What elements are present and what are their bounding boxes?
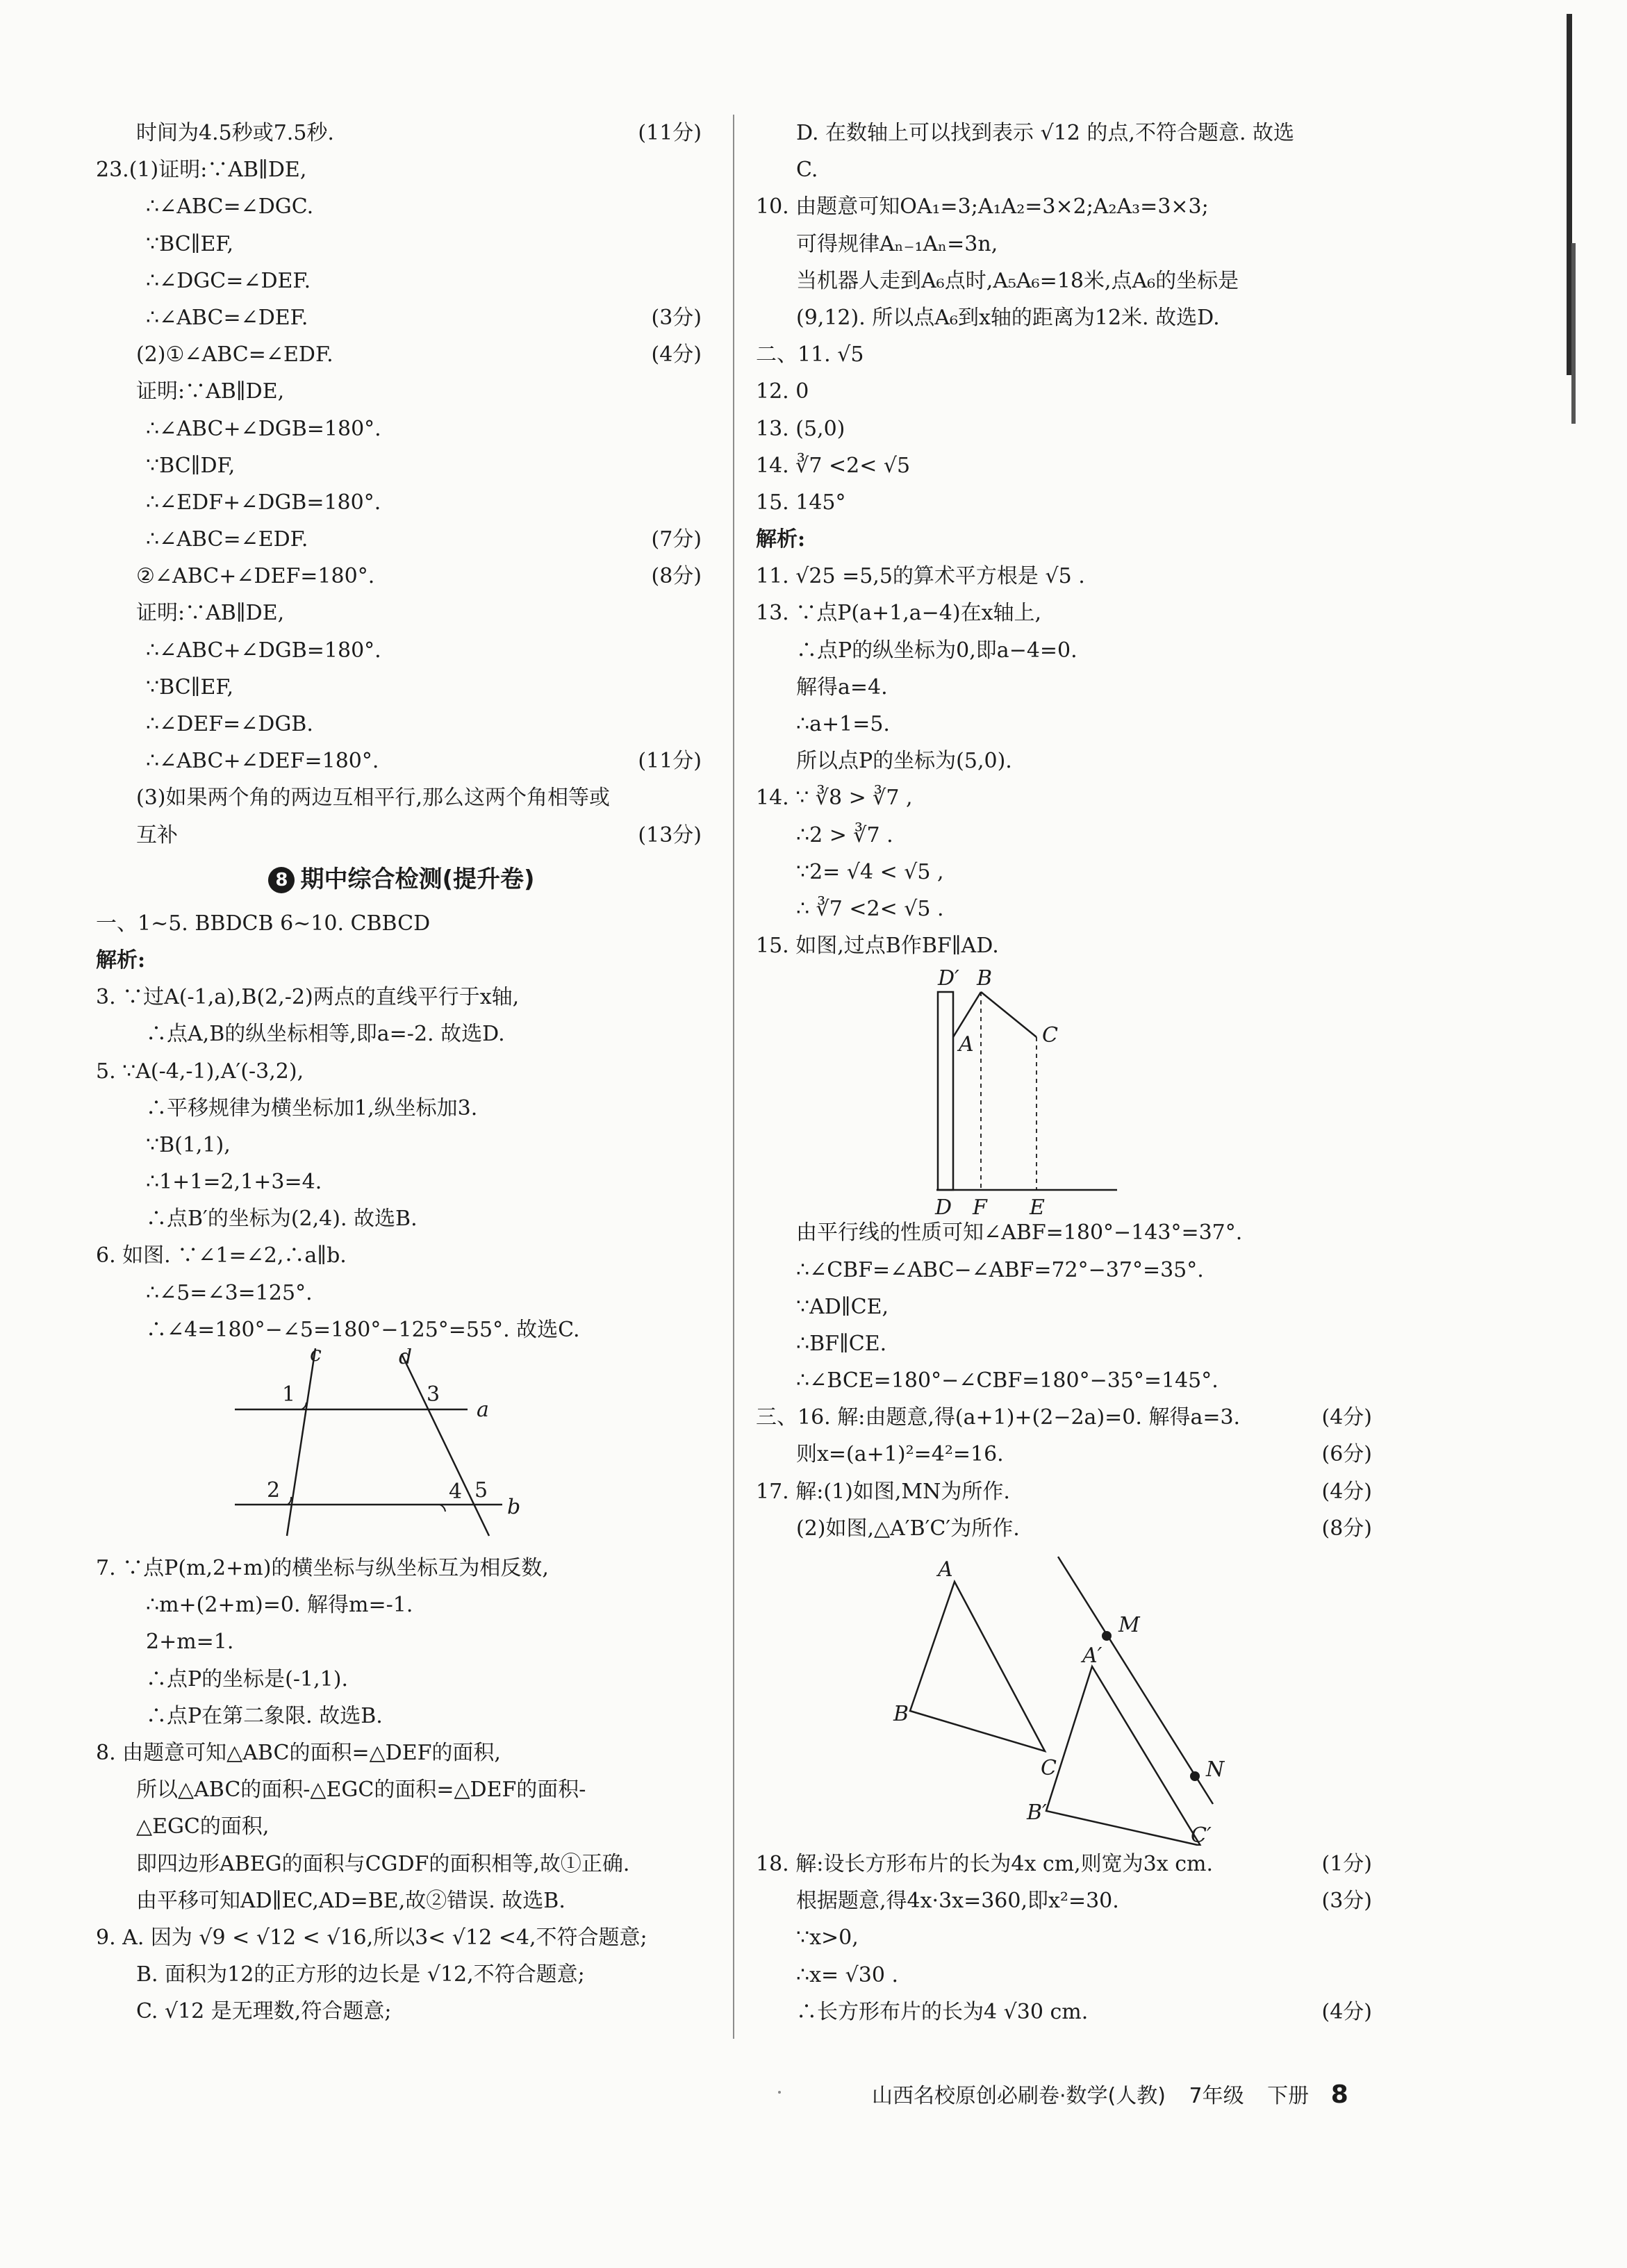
solution-line [756,151,1378,188]
score-points: (4分) [1321,1999,1372,2024]
score-points: (3分) [651,305,702,330]
footer-grade: 7年级 [1189,2084,1244,2108]
line-text: 根据题意,得4x·3x=360,即x²=30. [796,1889,1119,1914]
solution-line [756,263,1378,299]
line-text: ∴∠4=180°−∠5=180°−125°=55°. 故选C. [146,1317,580,1342]
solution-line [756,706,1378,743]
line-mn [1058,1557,1213,1804]
line-text: 解得a=4. [796,674,888,700]
page-number: 8 [1330,2080,1348,2109]
solution-line [96,669,707,706]
solution-line [756,521,1378,558]
solution-line [756,1252,1378,1289]
figure-triangles [756,1547,1378,1846]
line-text: 当机器人走到A₆点时,A₅A₆=18米,点A₆的坐标是 [796,268,1239,293]
solution-line [756,1882,1378,1919]
line-text: ∴平移规律为横坐标加1,纵坐标加3. [146,1095,478,1120]
pillar-ad [938,992,953,1190]
solution-line [96,411,707,447]
solution-line [756,1214,1378,1251]
figure-parallel-lines [96,1348,707,1550]
figure-bridge [756,964,1378,1214]
solution-line [96,1090,707,1127]
solution-line [96,1016,707,1052]
solution-line [756,115,1378,151]
line-text: ∴∠ABC+∠DGB=180°. [146,638,381,663]
solution-line [96,263,707,299]
line-text: ∵BC∥EF, [146,231,234,256]
solution-line [96,151,707,188]
line-text: ∴∠EDF+∠DGB=180°. [146,490,381,515]
point-m [1102,1631,1112,1641]
line-c [287,1348,315,1536]
solution-line [96,706,707,743]
scan-edge-mark [1571,243,1576,424]
solution-line [756,226,1378,263]
solution-line [756,891,1378,927]
section-number-badge: 8 [268,867,295,893]
section-title-text: 期中综合检测(提升卷) [300,865,535,893]
solution-line [96,1771,707,1808]
solution-line [96,1311,707,1348]
line-text: ∴点P的纵坐标为0,即a−4=0. [796,638,1077,663]
column-divider [733,115,734,2039]
section-title [96,854,707,905]
line-text: 互补 [136,822,178,847]
label-c: C [1042,1023,1058,1048]
solution-line [96,1164,707,1200]
solution-line [756,1846,1378,1882]
solution-line [96,115,707,151]
line-text: 10. 由题意可知OA₁=3;A₁A₂=3×2;A₂A₃=3×3; [756,194,1209,220]
score-points: (3分) [1321,1889,1372,1914]
line-text: C. [796,158,818,183]
line-text: ∴点B′的坐标为(2,4). 故选B. [146,1207,418,1232]
solution-line [96,1846,707,1882]
label-d: d [399,1348,413,1369]
score-points: (4分) [1321,1479,1372,1504]
solution-line [96,905,707,942]
segment-ab [953,992,981,1037]
solution-line [96,373,707,410]
label-b: b [507,1495,521,1519]
solution-line [96,1993,707,2030]
line-text: 7. ∵点P(m,2+m)的横坐标与纵坐标互为相反数, [96,1556,549,1580]
solution-line [96,1237,707,1274]
triangle-abc [910,1582,1045,1751]
solution-line [756,1919,1378,1956]
score-points: (6分) [1321,1442,1372,1467]
line-text: ∴∠CBF=∠ABC−∠ABF=72°−37°=35°. [796,1257,1204,1282]
solution-line [96,336,707,373]
label-a: A [938,1557,953,1582]
label-a: a [477,1398,489,1422]
solution-line [96,1919,707,1956]
line-text: 12. 0 [756,379,809,404]
score-points: (8分) [1321,1516,1372,1541]
line-text: 由平行线的性质可知∠ABF=180°−143°=37°. [796,1220,1243,1245]
line-text: ∴1+1=2,1+3=4. [146,1170,322,1195]
label-angle-5: 5 [474,1478,488,1503]
line-text: (2)如图,△A′B′C′为所作. [796,1516,1020,1541]
label-d: D [935,1195,952,1215]
solution-line [756,927,1378,964]
solution-line [96,632,707,669]
solution-line [756,299,1378,336]
solution-line [756,188,1378,225]
line-text: 一、1~5. BBDCB 6~10. CBBCD [96,911,431,936]
label-f: F [973,1195,987,1215]
solution-line [756,1362,1378,1399]
line-text: ∵BC∥DF, [146,453,236,478]
line-text: ∵AD∥CE, [796,1294,889,1319]
label-m: M [1118,1613,1140,1637]
label-angle-2: 2 [267,1478,281,1503]
line-text: ∴长方形布片的长为4 √30 cm. [796,1999,1089,2024]
solution-line [96,779,707,816]
line-text: (9,12). 所以点A₆到x轴的距离为12米. 故选D. [796,305,1220,330]
line-text: 15. 如图,过点B作BF∥AD. [756,934,999,959]
solution-line [96,595,707,631]
solution-line [96,1587,707,1623]
triangles-svg [756,1547,1378,1846]
score-points: (4分) [1321,1405,1372,1430]
solution-line [96,1550,707,1587]
line-text: 11. √25 =5,5的算术平方根是 √5 . [756,564,1085,589]
segment-bc [981,992,1037,1037]
solution-line [96,1200,707,1237]
line-text: 13. (5,0) [756,416,845,441]
solution-line [96,979,707,1016]
solution-line [96,1698,707,1735]
label-angle-1: 1 [282,1382,296,1407]
line-text: △EGC的面积, [136,1814,270,1839]
score-points: (4分) [651,342,702,367]
solution-line [96,942,707,979]
score-points: (11分) [638,749,702,774]
solution-line [756,1473,1378,1510]
line-text: ∴m+(2+m)=0. 解得m=-1. [146,1593,413,1618]
label-n: N [1206,1757,1225,1782]
line-text: 14. ∛7 <2< √5 [756,453,911,478]
score-points: (11分) [638,121,702,145]
score-points: (7分) [651,527,702,552]
line-text: 证明:∵AB∥DE, [136,379,285,404]
line-text: 证明:∵AB∥DE, [136,601,285,626]
line-text: ∴∠ABC=∠EDF. [146,527,308,552]
label-c: C [1041,1756,1057,1780]
line-text: 时间为4.5秒或7.5秒. [136,121,334,145]
solution-line [756,1325,1378,1362]
solution-line [756,632,1378,669]
line-text: 14. ∵ ∛8 > ∛7 , [756,786,913,811]
solution-line [96,1053,707,1090]
score-points: (1分) [1321,1852,1372,1876]
line-text: ∴∠ABC=∠DEF. [146,305,308,330]
solution-line [96,1735,707,1771]
solution-line [96,1956,707,1993]
solution-line [96,817,707,854]
solution-line [96,188,707,225]
line-text: ∴∠BCE=180°−∠CBF=180°−35°=145°. [796,1368,1219,1393]
line-text: ∴2 > ∛7 . [796,822,893,847]
line-text: (2)①∠ABC=∠EDF. [136,342,333,367]
label-a-prime: A′ [1082,1644,1102,1668]
score-points: (13分) [638,822,702,847]
line-text: 8. 由题意可知△ABC的面积=△DEF的面积, [96,1740,501,1765]
solution-line [756,669,1378,706]
solution-line [756,595,1378,631]
solution-line [756,1289,1378,1325]
solution-line [96,1127,707,1164]
label-d-prime: D′ [938,966,959,991]
label-b: B [893,1702,909,1726]
page-footer [872,2078,1348,2109]
line-text: ∵x>0, [796,1926,859,1951]
line-text: ∵BC∥EF, [146,674,234,700]
score-points: (8分) [651,564,702,589]
solution-line [96,521,707,558]
line-text: 17. 解:(1)如图,MN为所作. [756,1479,1010,1504]
print-dot [778,2091,781,2094]
line-text: ∴a+1=5. [796,712,890,736]
line-text: ②∠ABC+∠DEF=180°. [136,564,375,589]
label-a: A [959,1032,974,1057]
line-text: ∴ ∛7 <2< √5 . [796,896,944,921]
line-text: 15. 145° [756,490,846,515]
line-text: 则x=(a+1)²=4²=16. [796,1442,1004,1467]
solution-line [756,817,1378,854]
line-text: ∴点P的坐标是(-1,1). [146,1666,348,1691]
solution-line [96,558,707,595]
solution-line [756,447,1378,484]
line-text: D. 在数轴上可以找到表示 √12 的点,不符合题意. 故选 [796,121,1295,145]
solution-line [96,1275,707,1311]
line-text: ∴∠ABC=∠DGC. [146,194,314,220]
solution-line [96,1882,707,1919]
line-text: 18. 解:设长方形布片的长为4x cm,则宽为3x cm. [756,1852,1214,1876]
line-text: 23.(1)证明:∵AB∥DE, [96,158,307,183]
bridge-svg [756,964,1378,1214]
line-text: 所以点P的坐标为(5,0). [796,749,1012,774]
solution-line [756,1510,1378,1547]
solution-line [96,447,707,484]
label-angle-4: 4 [449,1480,463,1504]
label-c: c [310,1348,322,1366]
line-text: 即四边形ABEG的面积与CGDF的面积相等,故①正确. [136,1851,630,1876]
line-text: 三、16. 解:由题意,得(a+1)+(2−2a)=0. 解得a=3. [756,1405,1241,1430]
line-text: 所以△ABC的面积-△EGC的面积=△DEF的面积- [136,1778,586,1803]
line-text: 3. ∵过A(-1,a),B(2,-2)两点的直线平行于x轴, [96,985,520,1010]
line-text: 6. 如图. ∵∠1=∠2,∴a∥b. [96,1243,347,1268]
line-text: (3)如果两个角的两边互相平行,那么这两个角相等或 [136,786,611,811]
left-column [96,115,707,2030]
line-text: B. 面积为12的正方形的边长是 √12,不符合题意; [136,1962,585,1987]
solution-line [756,411,1378,447]
footer-series: 山西名校原创必刷卷·数学(人教) [872,2084,1166,2108]
solution-line [96,484,707,521]
line-text: ∴∠5=∠3=125°. [146,1280,313,1305]
line-text: ∵B(1,1), [146,1132,231,1157]
label-angle-3: 3 [427,1382,440,1407]
line-text: ∵2= √4 < √5 , [796,859,944,884]
solution-line [756,336,1378,373]
line-text: C. √12 是无理数,符合题意; [136,1999,392,2024]
line-text: 2+m=1. [146,1630,234,1655]
footer-volume: 下册 [1267,2084,1310,2108]
point-n [1190,1771,1200,1781]
angle-2-arc [288,1497,291,1505]
line-d [402,1354,489,1536]
solution-line [96,743,707,779]
line-text: 9. A. 因为 √9 < √12 < √16,所以3< √12 <4,不符合题意; [96,1925,647,1950]
label-b-prime: B′ [1027,1801,1047,1825]
solution-line [756,1994,1378,2030]
solution-line [756,558,1378,595]
line-text: 5. ∵A(-4,-1),A′(-3,2), [96,1059,304,1084]
label-b: B [977,966,993,991]
parallel-lines-svg [96,1348,707,1550]
solution-line [96,1808,707,1845]
solution-line [96,1623,707,1660]
solution-line [756,854,1378,891]
line-text: ∴∠ABC+∠DEF=180°. [146,749,379,774]
label-e: E [1030,1195,1045,1215]
solution-line [756,1436,1378,1473]
angle-4-arc [440,1505,445,1512]
line-text: 由平移可知AD∥EC,AD=BE,故②错误. 故选B. [136,1888,565,1913]
line-text: 解析: [96,947,146,972]
solution-line [756,373,1378,410]
solution-line [96,299,707,336]
line-text: ∴∠DEF=∠DGB. [146,712,313,736]
line-text: ∴点A,B的纵坐标相等,即a=-2. 故选D. [146,1022,505,1047]
solution-line [96,226,707,263]
solution-line [756,779,1378,816]
label-c-prime: C′ [1191,1823,1212,1846]
solution-line [756,1399,1378,1436]
line-text: ∴x= √30 . [796,1962,899,1987]
right-column [756,115,1378,2030]
solution-line [96,1661,707,1698]
solution-line [756,743,1378,779]
line-text: ∴点P在第二象限. 故选B. [146,1703,383,1728]
line-text: 可得规律Aₙ₋₁Aₙ=3n, [796,231,998,256]
line-text: 解析: [756,527,806,552]
solution-line [756,484,1378,521]
triangle-a2b2c2 [1046,1666,1200,1846]
line-text: ∴∠ABC+∠DGB=180°. [146,416,381,441]
line-text: ∴BF∥CE. [796,1331,887,1356]
solution-line [756,1957,1378,1994]
line-text: 13. ∵点P(a+1,a−4)在x轴上, [756,601,1042,626]
line-text: ∴∠DGC=∠DEF. [146,268,311,293]
line-text: 二、11. √5 [756,342,864,367]
